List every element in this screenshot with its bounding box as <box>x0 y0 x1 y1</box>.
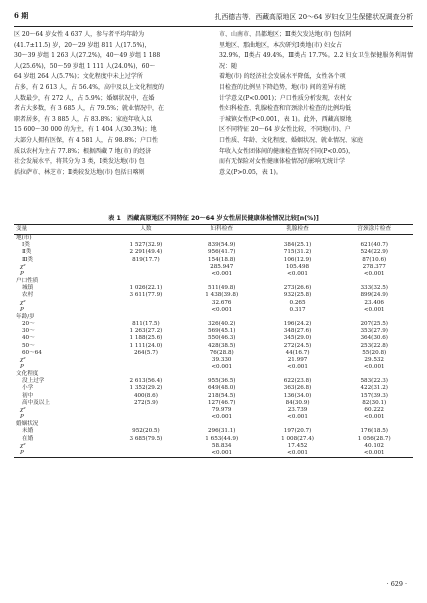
cell-value <box>108 357 184 364</box>
cell-value: 0.265 <box>289 299 306 306</box>
text-line: 意义(P>0.05，表 1)。 <box>219 168 282 176</box>
cell-value <box>108 414 184 421</box>
col-header-breast: 乳腺检查 <box>260 225 336 235</box>
cell-value: 1 263(27.2) <box>129 328 163 335</box>
cell-value: <0.001 <box>260 450 336 458</box>
row-label: 40～ <box>22 335 35 342</box>
cell-value: <0.001 <box>335 450 413 458</box>
text-line: 目检查的比例呈下降趋势，地(市) 间的差异有统 <box>219 83 346 91</box>
text-line: 15 600～30 000 的为主，有 1 404 人(30.3%)；地 <box>14 126 157 134</box>
cell-value: 32.676 <box>211 299 232 306</box>
cell-value: 44(16.7) <box>285 349 310 356</box>
cell-value: 422(31.2) <box>360 385 388 392</box>
row-label: 农村 <box>22 292 34 299</box>
cell-value: 363(26.8) <box>283 385 312 392</box>
cell-value: 1 188(25.6) <box>129 335 163 342</box>
cell-value: 1 527(32.9) <box>129 242 163 249</box>
cell-value: 60.222 <box>364 406 384 413</box>
row-label: Ⅱ类 <box>22 249 32 256</box>
cell-value: 326(40.2) <box>207 321 236 328</box>
cell-value: <0.001 <box>184 450 260 458</box>
col-header-variable: 变量 <box>14 225 108 235</box>
cell-value: 84(30.9) <box>285 399 310 406</box>
table-header-row <box>14 225 413 235</box>
row-label: χ² <box>20 406 26 413</box>
table-row <box>14 436 413 443</box>
table-stat-row <box>14 414 413 421</box>
issue-label: 6 期 <box>14 11 29 20</box>
text-line: 社会发展水平，将其分为 3 类，Ⅰ类发达地(市) 包 <box>14 158 145 166</box>
cell-value <box>108 314 184 321</box>
cell-value: 39.330 <box>211 356 232 363</box>
cell-value: 3 685(79.5) <box>129 435 163 442</box>
page-number: · 629 · <box>386 580 407 588</box>
row-label: 在婚 <box>22 435 34 442</box>
cell-value: 55(20.8) <box>362 349 387 356</box>
cell-value: 0.317 <box>289 306 306 313</box>
row-label: P <box>20 306 24 313</box>
text-line: 30～39 岁组 1 263 人(27.2%)，40～49 岁组 1 188 <box>14 52 161 60</box>
text-line: 区不同特征 20～64 岁女性比较，不同地(市)、户 <box>219 126 351 134</box>
cell-value: 1 026(22.1) <box>129 285 163 292</box>
right-column <box>219 30 413 210</box>
row-label: 小学 <box>22 385 34 392</box>
text-line: 口性质、年龄、文化程度、婚姻状况、就业情况、家庭 <box>219 136 364 144</box>
cell-value: 932(25.8) <box>283 292 312 299</box>
text-line: 64 岁组 264 人(5.7%)；文化程度中未上过学所 <box>14 73 143 81</box>
cell-value: 76(28.8) <box>209 349 234 356</box>
cell-value: 348(27.6) <box>283 328 312 335</box>
text-line: 32.9%，Ⅱ类占 49.4%，Ⅲ类占 17.7%。2.2 妇女卫生保健服务利用情况：随 <box>219 52 413 70</box>
cell-value: 253(22.8) <box>360 342 388 349</box>
table-stat-row <box>14 300 413 307</box>
text-line: 区 20～64 岁女性 4 637 人，参与者平均年龄为 <box>14 31 145 38</box>
cell-value: 272(5.9) <box>133 399 158 406</box>
table-stat-row <box>14 357 413 364</box>
row-label: 城镇 <box>22 285 34 292</box>
row-label: 地(市) <box>16 235 32 242</box>
cell-value: 82(30.1) <box>362 399 387 406</box>
cell-value <box>108 271 184 278</box>
cell-value: 333(32.5) <box>360 285 388 292</box>
cell-value: 87(10.6) <box>362 256 387 263</box>
table-stat-row <box>14 264 413 271</box>
cell-value <box>184 314 260 321</box>
cell-value: <0.001 <box>363 414 385 421</box>
cell-value: 2 613(56.4) <box>129 378 163 385</box>
cell-value <box>335 314 413 321</box>
table-row <box>14 428 413 435</box>
running-title: 扎西德吉等．西藏高原地区 20～64 岁妇女卫生保健状况调查分析 <box>214 13 413 21</box>
row-label: 高中及以上 <box>22 399 50 406</box>
cell-value: 23.739 <box>287 406 308 413</box>
cell-value: 550(46.3) <box>207 335 236 342</box>
table-row <box>14 350 413 357</box>
cell-value: 296(31.1) <box>207 428 236 435</box>
cell-value: 21.997 <box>287 356 308 363</box>
cell-value: <0.001 <box>363 270 385 277</box>
cell-value: 29.532 <box>364 356 384 363</box>
cell-value: 106(12.9) <box>283 256 312 263</box>
cell-value <box>108 364 184 371</box>
row-label: P <box>14 450 108 458</box>
text-line: 年收入女性团体间的健康检查情况不同(P<0.05)， <box>219 147 355 155</box>
row-label: 60～64 <box>22 349 42 356</box>
cell-value: <0.001 <box>211 270 233 277</box>
cell-value <box>108 407 184 414</box>
cell-value: 1 111(24.0) <box>129 342 163 349</box>
table-stat-row <box>14 443 413 450</box>
table-row <box>14 400 413 407</box>
table-row <box>14 292 413 299</box>
table-group-row <box>14 314 413 321</box>
row-label: χ² <box>20 299 26 306</box>
table-row <box>14 343 413 350</box>
table-body <box>14 235 413 458</box>
text-line: (41.7±11.5) 岁，20～29 岁组 811 人(17.5%)， <box>14 41 151 49</box>
cell-value: 511(49.8) <box>207 285 236 292</box>
cell-value: <0.001 <box>287 363 308 370</box>
row-label: χ² <box>20 263 26 270</box>
text-line: 括拉萨市、林芝市；Ⅱ类较发达地(市) 包括日喀则 <box>14 168 145 176</box>
cell-value: 272(24.5) <box>283 342 312 349</box>
cell-value: 1 653(44.9) <box>205 435 239 442</box>
row-label: 20～ <box>22 321 35 328</box>
cell-value: 79.979 <box>211 406 232 413</box>
cell-value: 621(40.7) <box>360 242 388 249</box>
table-1 <box>14 224 413 458</box>
cell-value <box>108 307 184 314</box>
row-label: χ² <box>20 442 26 449</box>
cell-value: 649(48.0) <box>207 385 236 392</box>
cell-value: 136(34.0) <box>283 392 312 399</box>
text-line: 性妇科检查、乳腺检查和宫颈涂片检查的比例均低 <box>219 105 352 113</box>
cell-value: <0.001 <box>211 414 233 421</box>
text-line: 者占大多数，有 3 685 人，占 79.5%；就业情况中，在 <box>14 105 164 113</box>
cell-value: 400(8.6) <box>133 392 158 399</box>
cell-value: 2 291(49.4) <box>129 249 163 256</box>
cell-value: 622(23.8) <box>283 378 312 385</box>
cell-value: 127(46.7) <box>207 399 236 406</box>
cell-value: 40.102 <box>364 442 384 449</box>
cell-value: 524(22.9) <box>360 249 388 256</box>
row-label: P <box>20 363 24 370</box>
cell-value: 345(29.0) <box>283 335 312 342</box>
cell-value: <0.001 <box>211 363 233 370</box>
col-header-cervical: 宫颈涂片检查 <box>335 225 413 235</box>
table-stat-row <box>14 307 413 314</box>
cell-value: 1 352(29.2) <box>129 385 163 392</box>
cell-value: 196(24.2) <box>283 321 312 328</box>
cell-value: 3 611(77.9) <box>129 292 163 299</box>
cell-value: 955(36.5) <box>207 378 236 385</box>
text-line: 大部分人拥有医保，有 4 581 人，占 98.8%；户口性 <box>14 136 158 144</box>
cell-value: 952(20.5) <box>132 428 160 435</box>
table-row <box>14 393 413 400</box>
row-label: 未婚 <box>22 428 34 435</box>
cell-value: 157(39.3) <box>360 392 388 399</box>
cell-value: 715(31.2) <box>283 249 312 256</box>
text-line: 占多，有 2 613 人，占 56.4%，高中及以上文化程度的 <box>14 83 164 91</box>
text-line: 而有无保险对女性健康体检情况的影响无统计学 <box>219 158 346 166</box>
cell-value: 839(54.9) <box>207 242 236 249</box>
row-label: 婚姻状况 <box>16 421 39 428</box>
row-label: P <box>20 270 24 277</box>
cell-value: 899(24.9) <box>360 292 388 299</box>
text-line: 质以农村为主占 77.8%；根据西藏 7 地(市) 的经济 <box>14 147 152 155</box>
cell-value: 273(26.6) <box>283 285 312 292</box>
cell-value: <0.001 <box>211 306 233 313</box>
row-label: Ⅰ类 <box>22 242 30 249</box>
cell-value <box>108 443 184 450</box>
table-stat-row <box>14 450 413 458</box>
table-title: 表 1 西藏高原地区不同特征 20～64 岁女性居民健康体检情况比较[n(%)] <box>108 215 319 222</box>
cell-value: 384(25.1) <box>283 242 312 249</box>
cell-value <box>260 314 336 321</box>
row-label: 30～ <box>22 328 35 335</box>
cell-value: 17.452 <box>287 442 308 449</box>
cell-value: 154(18.8) <box>207 256 236 263</box>
row-label: 文化程度 <box>16 371 39 378</box>
row-label: 年龄/岁 <box>16 313 35 320</box>
row-label: 户口性质 <box>16 278 39 285</box>
cell-value: 278.377 <box>362 263 386 270</box>
cell-value: 285.947 <box>210 263 234 270</box>
row-label: 50～ <box>22 342 35 349</box>
col-header-gynecologic: 妇科检查 <box>184 225 260 235</box>
cell-value: 583(22.3) <box>360 378 388 385</box>
cell-value: <0.001 <box>287 414 308 421</box>
table-stat-row <box>14 364 413 371</box>
cell-value: 353(27.9) <box>360 328 388 335</box>
cell-value: 197(20.7) <box>283 428 312 435</box>
text-line: 着地(市) 的经济社会发展水平降低，女性各个项 <box>219 73 346 81</box>
table-stat-row <box>14 271 413 278</box>
table-stat-row <box>14 407 413 414</box>
left-column <box>14 30 208 210</box>
cell-value: 956(41.7) <box>207 249 236 256</box>
cell-value: 105.498 <box>285 263 310 270</box>
cell-value: 1 056(28.7) <box>357 435 391 442</box>
text-line: 市、山南市、昌都地区；Ⅲ类欠发达地(市) 包括阿 <box>219 31 352 38</box>
row-label: 初中 <box>22 392 34 399</box>
cell-value: <0.001 <box>363 306 385 313</box>
text-line: 职者居多，有 3 885 人，占 83.8%；家庭年收入以 <box>14 115 152 123</box>
cell-value: 819(17.7) <box>132 256 160 263</box>
cell-value: 428(38.5) <box>207 342 236 349</box>
text-line: 人(25.6%)，50～59 岁组 1 111 人(24.0%)，60～ <box>14 62 156 70</box>
cell-value: 23.406 <box>364 299 384 306</box>
text-line: 人数最少，有 272 人，占 5.9%；婚姻状况中，在婚 <box>14 94 155 102</box>
text-line: 于城镇女性(P<0.001，表 1)。此外，西藏高原地 <box>219 115 352 123</box>
row-label: P <box>20 414 24 421</box>
cell-value: 364(30.6) <box>360 335 388 342</box>
cell-value <box>108 300 184 307</box>
running-header <box>14 9 413 23</box>
cell-value: <0.001 <box>363 363 385 370</box>
table-row <box>14 257 413 264</box>
table-row <box>14 335 413 342</box>
cell-value: 58.834 <box>211 442 232 449</box>
header-rule <box>14 26 413 27</box>
cell-value: <0.001 <box>287 270 308 277</box>
cell-value: 264(5.7) <box>133 349 158 356</box>
cell-value: 811(17.5) <box>132 321 160 328</box>
cell-value: 176(18.5) <box>360 428 388 435</box>
cell-value: 1 008(27.4) <box>281 435 314 442</box>
body-text <box>14 30 413 210</box>
cell-value: 218(54.5) <box>207 392 236 399</box>
row-label: 没上过学 <box>22 378 45 385</box>
cell-value: 569(45.1) <box>207 328 236 335</box>
cell-value <box>108 450 184 458</box>
cell-value: 207(25.5) <box>360 321 388 328</box>
table-row <box>14 249 413 256</box>
row-label: Ⅲ类 <box>22 256 33 263</box>
text-line: 里地区、那曲地区，本次研究Ⅰ类地(市) 妇女占 <box>219 41 342 49</box>
table-row <box>14 385 413 392</box>
col-header-count: 人数 <box>108 225 184 235</box>
text-line: 计学意义(P<0.001)；户口性质分析发现，农村女 <box>219 94 352 102</box>
row-label: χ² <box>20 356 26 363</box>
cell-value <box>108 264 184 271</box>
cell-value: 1 438(39.8) <box>205 292 239 299</box>
